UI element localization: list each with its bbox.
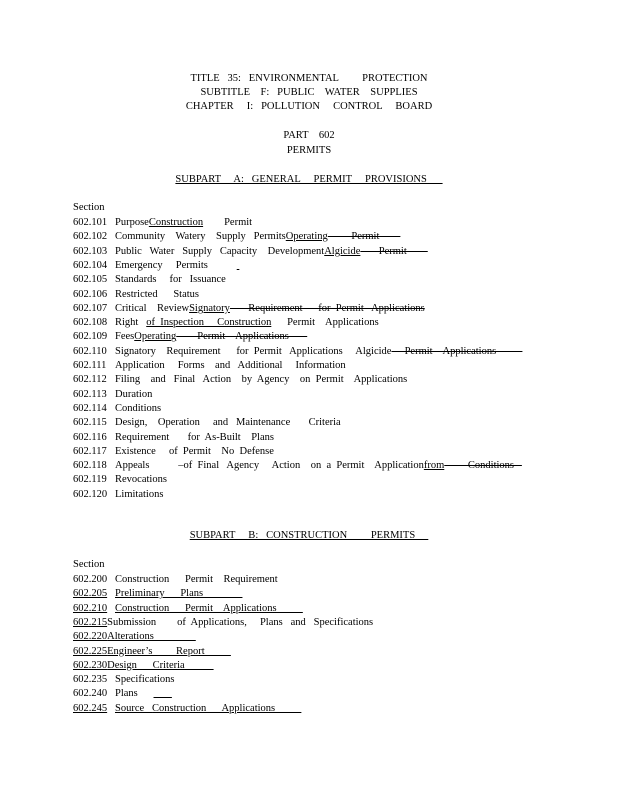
section-title: Signatory Requirement for Permit Applications Algicide [115,345,392,357]
section-row [73,345,522,358]
section-title: Community Watery Supply Permits [115,231,286,243]
section-title: Fees [115,331,135,343]
deleted-text: Permit [360,245,428,257]
subpart-a-heading: SUBPART A: GENERAL PERMIT PROVISIONS [175,174,443,185]
part-line: PART 602 [283,130,335,141]
section-row [73,288,199,301]
section-number: 602.115 [73,417,107,429]
section-number: 602.105 [73,274,108,286]
section-number: 602.110 [73,345,107,357]
inserted-text [154,688,172,699]
section-title: Duration [115,388,153,400]
section-number: 602.102 [73,231,108,243]
section-number: 602.113 [73,388,107,400]
inserted-text: from [423,460,445,472]
section-title: Conditions [115,402,162,414]
section-row [73,316,379,329]
section-row [73,573,278,586]
inserted-text [237,260,240,271]
section-number: 602.112 [73,374,107,386]
section-label-a: Section [73,202,105,213]
section-title: Application Forms and Additional Information [115,360,346,371]
deleted-text: Requirement for Permit Applications [229,302,425,314]
section-number: 602.117 [73,445,107,457]
section-number: 602.111 [73,360,107,371]
inserted-text: Construction Permit Applications [115,602,303,614]
section-row [73,216,252,229]
inserted-text: Operating [134,331,177,343]
inserted-text: Construction Applications [152,702,302,714]
section-title: Permit [203,217,253,228]
section-number: 602.103 [73,245,108,257]
section-number: 602.230 [73,659,108,671]
section-row [73,630,196,643]
section-number: 602.205 [73,588,108,600]
section-number: 602.109 [73,331,108,343]
section-row [73,259,239,272]
section-number: 602.200 [73,574,108,585]
deleted-text: Permit Applications [391,345,523,357]
section-number: 602.114 [73,402,107,414]
section-row [73,673,174,686]
section-title: Purpose [115,217,149,228]
section-number: 602.220 [73,631,108,643]
chapter-line: CHAPTER I: POLLUTION CONTROL BOARD [185,101,433,112]
section-number: 602.101 [73,217,108,228]
section-row [73,359,346,372]
section-row [73,659,214,672]
section-title: Critical Review [115,302,190,314]
section-title: Restricted Status [115,288,199,300]
section-number: 602.240 [73,688,108,700]
section-row [73,445,274,458]
section-title: Construction Permit Requirement [115,574,278,585]
section-row [73,602,303,615]
inserted-text: Alterations [107,631,196,643]
section-title: Specifications [115,674,175,686]
section-row [73,302,425,315]
section-row [73,459,522,472]
section-row [73,245,428,258]
section-title: Design, Operation and Maintenance Criteria [115,417,341,429]
inserted-text: Design Criteria [107,659,214,671]
section-row [73,687,172,700]
section-row [73,373,407,386]
section-title: Requirement for As-Built Plans [115,431,274,443]
section-title: Standards for Issuance [115,274,226,286]
section-row [73,330,307,343]
section-row [73,587,242,600]
section-title: Emergency Permits [115,259,237,271]
section-number: 602.104 [73,259,108,271]
section-title: Existence of Permit No Defense [115,445,274,457]
section-title: Public Water Supply Capacity Development [115,245,325,257]
section-number: 602.225 [73,645,108,657]
section-row [73,616,373,629]
section-title: Limitations [115,488,164,500]
deleted-text: Conditions [444,460,522,472]
section-label-b: Section [73,559,105,570]
deleted-text: Permit Applications [176,331,308,343]
section-number: 602.108 [73,317,108,329]
section-row [73,230,400,243]
section-row [73,473,167,486]
section-title: Submission of Applications, Plans and Specifications [107,616,374,628]
section-number: 602.120 [73,488,108,500]
section-number: 602.107 [73,302,108,314]
section-number: 602.210 [73,602,108,614]
subpart-b-heading: SUBPART B: CONSTRUCTION PERMITS [189,530,429,541]
deleted-text: Permit [327,231,401,243]
section-title: Permit Applications [271,317,379,329]
section-number: 602.235 [73,674,108,686]
section-row [73,388,152,401]
inserted-text: Signatory [189,302,230,314]
section-number: 602.245 [73,702,108,714]
section-row [73,402,161,415]
section-title: Appeals [115,460,179,472]
section-title: Filing and Final Action by Agency on Permit Applications [115,374,408,386]
inserted-text: Source [115,702,153,714]
title-line: TITLE 35: ENVIRONMENTAL PROTECTION [190,73,428,84]
part-name: PERMITS [286,145,332,156]
section-row [73,431,274,444]
section-title: Revocations [115,474,167,486]
section-number: 602.119 [73,474,107,486]
section-number: 602.215 [73,616,108,628]
inserted-text: Engineer’s Report [107,645,231,657]
subtitle-line: SUBTITLE F: PUBLIC WATER SUPPLIES [200,87,418,98]
section-title: –of Final Agency Action on a Permit Application [178,460,424,472]
section-row [73,488,163,501]
inserted-text: Construction [148,217,204,228]
section-row [73,702,301,715]
section-number: 602.116 [73,431,107,443]
inserted-text: Preliminary Plans [115,588,243,600]
section-row [73,273,226,286]
section-number: 602.106 [73,288,108,300]
section-title: Right [115,317,147,329]
section-title: Plans [115,688,154,700]
section-row [73,416,341,429]
inserted-text: Algicide [324,245,361,257]
section-row [73,645,231,658]
inserted-text: Operating [285,231,328,243]
inserted-text: of Inspection Construction [146,317,272,329]
section-number: 602.118 [73,460,107,472]
